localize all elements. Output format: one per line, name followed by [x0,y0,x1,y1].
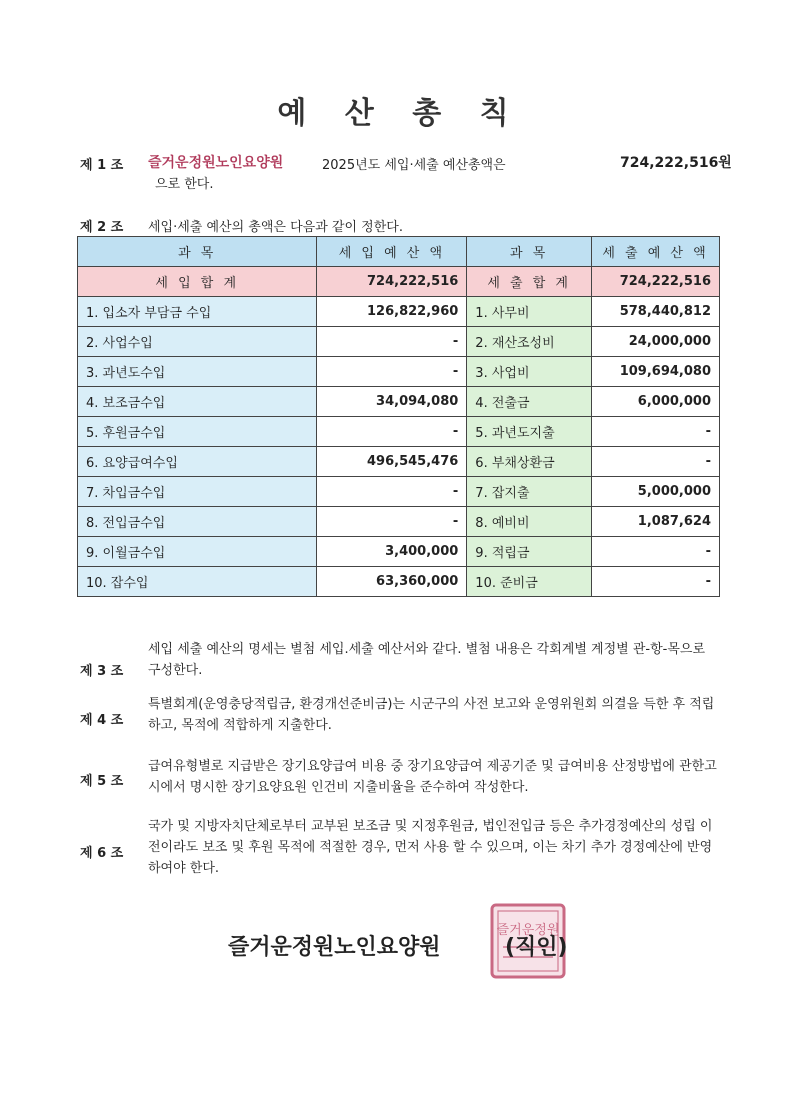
table-row [78,567,720,597]
article4-text: 특별회계(운영충당적립금, 환경개선준비금)는 시군구의 사전 보고와 운영위원회 의결을 득한 후 적립하고, 목적에 적합하게 지출한다. [148,697,715,733]
header-expense-amount: 세 출 예 산 액 [592,237,720,267]
article1-amount: 724,222,516원 [620,155,732,171]
table-row [78,537,720,567]
seal-text: 즐거운정원 [496,923,560,938]
income-item: 1. 입소자 부담금 수입 [78,297,317,327]
article4-label: 제 4 조 [80,713,124,728]
expense-amount: 5,000,000 [592,477,720,507]
expense-item: 3. 사업비 [467,357,592,387]
table-row [78,327,720,357]
expense-item: 9. 적립금 [467,537,592,567]
expense-item: 6. 부채상환금 [467,447,592,477]
table-row [78,357,720,387]
income-amount: - [317,327,467,357]
table-row [78,387,720,417]
article2-text: 세입·세출 예산의 총액은 다음과 같이 정한다. [148,220,403,235]
income-amount: - [317,507,467,537]
expense-amount: - [592,447,720,477]
expense-item: 8. 예비비 [467,507,592,537]
expense-amount: 24,000,000 [592,327,720,357]
income-item: 7. 차입금수입 [78,477,317,507]
expense-item: 2. 재산조성비 [467,327,592,357]
budget-table [77,236,720,597]
income-amount: - [317,477,467,507]
article3-label: 제 3 조 [80,664,124,679]
income-amount: - [317,357,467,387]
header-income-amount: 세 입 예 산 액 [317,237,467,267]
expense-amount: - [592,567,720,597]
table-row [78,477,720,507]
expense-amount: 1,087,624 [592,507,720,537]
footer-org: 즐거운정원노인요양원 [228,935,441,960]
article6-label: 제 6 조 [80,846,124,861]
article1-label: 제 1 조 [80,158,124,173]
expense-item: 7. 잡지출 [467,477,592,507]
expense-amount: - [592,537,720,567]
expense-item: 1. 사무비 [467,297,592,327]
article1-text: 2025년도 세입·세출 예산총액은 [322,158,506,173]
income-amount: 126,822,960 [317,297,467,327]
income-total-value: 724,222,516 [317,267,467,297]
expense-amount: 6,000,000 [592,387,720,417]
expense-amount: 109,694,080 [592,357,720,387]
article6-text: 국가 및 지방자치단체로부터 교부된 보조금 및 지정후원금, 법인전입금 등은 추가경정예산의 성립 이전이라도 보조 및 후원 목적에 적절한 경우, 먼저 사용 할 수 있으며, 이는 차기 추가 경정예산에 반영하여야 한다. [148,819,713,876]
income-item: 9. 이월금수입 [78,537,317,567]
income-item: 3. 과년도수입 [78,357,317,387]
table-row [78,417,720,447]
table-row [78,447,720,477]
expense-total-label: 세 출 합 계 [467,267,592,297]
article3-text: 세입 세출 예산의 명세는 별첨 세입.세출 예산서와 같다. 별첨 내용은 각회계별 계정별 관-항-목으로 구성한다. [148,642,705,678]
income-amount: 3,400,000 [317,537,467,567]
income-item: 6. 요양급여수입 [78,447,317,477]
income-item: 8. 전입금수입 [78,507,317,537]
income-item: 5. 후원금수입 [78,417,317,447]
income-item: 10. 잡수입 [78,567,317,597]
expense-amount: 578,440,812 [592,297,720,327]
article1-org: 즐거운정원노인요양원 [148,155,284,171]
header-expense-item: 과 목 [467,237,592,267]
page-title: 예 산 총 칙 [277,96,523,131]
expense-total-value: 724,222,516 [592,267,720,297]
table-row [78,297,720,327]
expense-item: 5. 과년도지출 [467,417,592,447]
income-amount: - [317,417,467,447]
article1-text2: 으로 한다. [155,177,214,192]
income-item: 4. 보조금수입 [78,387,317,417]
article5-text: 급여유형별로 지급받은 장기요양급여 비용 중 장기요양급여 제공기준 및 급여비용 산정방법에 관한고시에서 명시한 장기요양요원 인건비 지출비율을 준수하여 작성한다. [148,759,717,795]
article5-label: 제 5 조 [80,774,124,789]
article2-label: 제 2 조 [80,220,124,235]
header-income-item: 과 목 [78,237,317,267]
table-header-row [78,237,720,267]
expense-amount: - [592,417,720,447]
income-amount: 63,360,000 [317,567,467,597]
expense-item: 4. 전출금 [467,387,592,417]
income-amount: 34,094,080 [317,387,467,417]
table-total-row [78,267,720,297]
expense-item: 10. 준비금 [467,567,592,597]
income-total-label: 세 입 합 계 [78,267,317,297]
table-row [78,507,720,537]
income-item: 2. 사업수입 [78,327,317,357]
seal-label: (직인) [505,935,568,960]
income-amount: 496,545,476 [317,447,467,477]
